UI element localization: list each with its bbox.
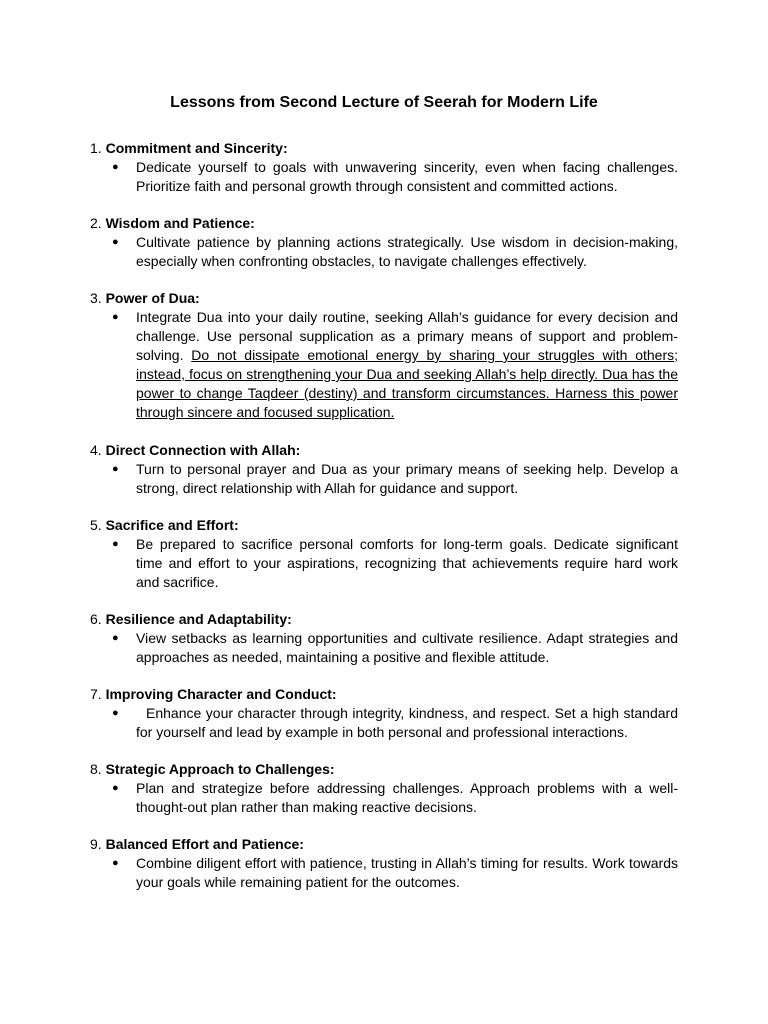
lesson-title: Direct Connection with Allah: xyxy=(105,442,301,458)
lesson-text: Dedicate yourself to goals with unwavering sincerity, even when facing challenges. Prioritize faith and personal growth through consistent and committed actions. xyxy=(136,159,678,194)
lesson-title: Sacrifice and Effort: xyxy=(105,517,239,533)
lesson-bullet xyxy=(90,158,678,196)
lesson-section-7 xyxy=(90,685,678,742)
lesson-section-5 xyxy=(90,516,678,592)
lesson-bullet xyxy=(90,854,678,892)
bullet-icon: ● xyxy=(112,161,119,173)
lesson-text: Turn to personal prayer and Dua as your primary means of seeking help. Develop a strong, direct relationship with Allah for guidance and support. xyxy=(136,461,678,496)
lesson-text-body: Enhance your character through integrity, kindness, and respect. Set a high standard for yourself and lead by example in both personal and professional interactions. xyxy=(136,705,678,740)
lesson-number: 8. xyxy=(90,761,102,777)
bullet-icon: ● xyxy=(112,311,119,323)
bullet-icon: ● xyxy=(112,632,119,644)
lesson-number: 7. xyxy=(90,686,102,702)
lesson-heading xyxy=(90,610,678,629)
lesson-heading xyxy=(90,441,678,460)
lesson-text xyxy=(136,308,678,422)
lesson-number: 5. xyxy=(90,517,102,533)
bullet-icon: ● xyxy=(112,236,119,248)
lesson-text: Combine diligent effort with patience, trusting in Allah’s timing for results. Work towards your goals while remaining patient for the outcomes. xyxy=(136,855,678,890)
lesson-title: Power of Dua: xyxy=(105,290,200,306)
lesson-heading xyxy=(90,760,678,779)
lesson-heading xyxy=(90,516,678,535)
document-title: Lessons from Second Lecture of Seerah for Modern Life xyxy=(170,94,598,111)
lesson-section-3 xyxy=(90,289,678,422)
lesson-text: View setbacks as learning opportunities and cultivate resilience. Adapt strategies and approaches as needed, maintaining a positive and flexible attitude. xyxy=(136,630,678,665)
lesson-heading xyxy=(90,214,678,233)
lesson-bullet xyxy=(90,704,678,742)
lesson-heading xyxy=(90,139,678,158)
bullet-icon: ● xyxy=(112,707,119,719)
lesson-bullet xyxy=(90,233,678,271)
lesson-section-8 xyxy=(90,760,678,817)
lesson-title: Strategic Approach to Challenges: xyxy=(105,761,335,777)
lesson-text-plain: Integrate Dua into your daily routine, seeking Allah’s guidance for every decision and challenge. Use personal supplication as a primary means of support and problem-solving. xyxy=(136,309,678,363)
lesson-text: Plan and strategize before addressing challenges. Approach problems with a well-thought-out plan rather than making reactive decisions. xyxy=(136,780,678,815)
lesson-title: Resilience and Adaptability: xyxy=(105,611,292,627)
lesson-title: Improving Character and Conduct: xyxy=(105,686,337,702)
lesson-number: 4. xyxy=(90,442,102,458)
bullet-icon: ● xyxy=(112,782,119,794)
lesson-number: 6. xyxy=(90,611,102,627)
lesson-heading xyxy=(90,835,678,854)
lesson-text: Be prepared to sacrifice personal comforts for long-term goals. Dedicate significant time and effort to your aspirations, recognizing that achievements require hard work and sacrifice. xyxy=(136,536,678,590)
lesson-title: Commitment and Sincerity: xyxy=(105,140,288,156)
bullet-icon: ● xyxy=(112,538,119,550)
lesson-section-9 xyxy=(90,835,678,892)
lesson-title: Balanced Effort and Patience: xyxy=(105,836,304,852)
bullet-icon: ● xyxy=(112,857,119,869)
lesson-heading xyxy=(90,685,678,704)
lesson-section-4 xyxy=(90,441,678,498)
lesson-number: 2. xyxy=(90,215,102,231)
bullet-icon: ● xyxy=(112,463,119,475)
lesson-number: 9. xyxy=(90,836,102,852)
lesson-bullet xyxy=(90,308,678,422)
lesson-text-underlined: Do not dissipate emotional energy by sharing your struggles with others; instead, focus on strengthening your Dua and seeking Allah’s help directly. Dua has the power to change Taqdeer (destiny) and transform circumstances. Harness this power through sincere and focused supplication. xyxy=(136,347,679,420)
lesson-title: Wisdom and Patience: xyxy=(105,215,255,231)
lesson-section-6 xyxy=(90,610,678,667)
lesson-text: Cultivate patience by planning actions strategically. Use wisdom in decision-making, especially when confronting obstacles, to navigate challenges effectively. xyxy=(136,234,678,269)
lesson-number: 1. xyxy=(90,140,102,156)
lesson-bullet xyxy=(90,779,678,817)
lesson-bullet xyxy=(90,629,678,667)
lesson-bullet xyxy=(90,535,678,592)
lesson-number: 3. xyxy=(90,290,102,306)
lesson-heading xyxy=(90,289,678,308)
lesson-section-2 xyxy=(90,214,678,271)
lesson-section-1 xyxy=(90,139,678,196)
lesson-text xyxy=(136,704,678,742)
lesson-bullet xyxy=(90,460,678,498)
